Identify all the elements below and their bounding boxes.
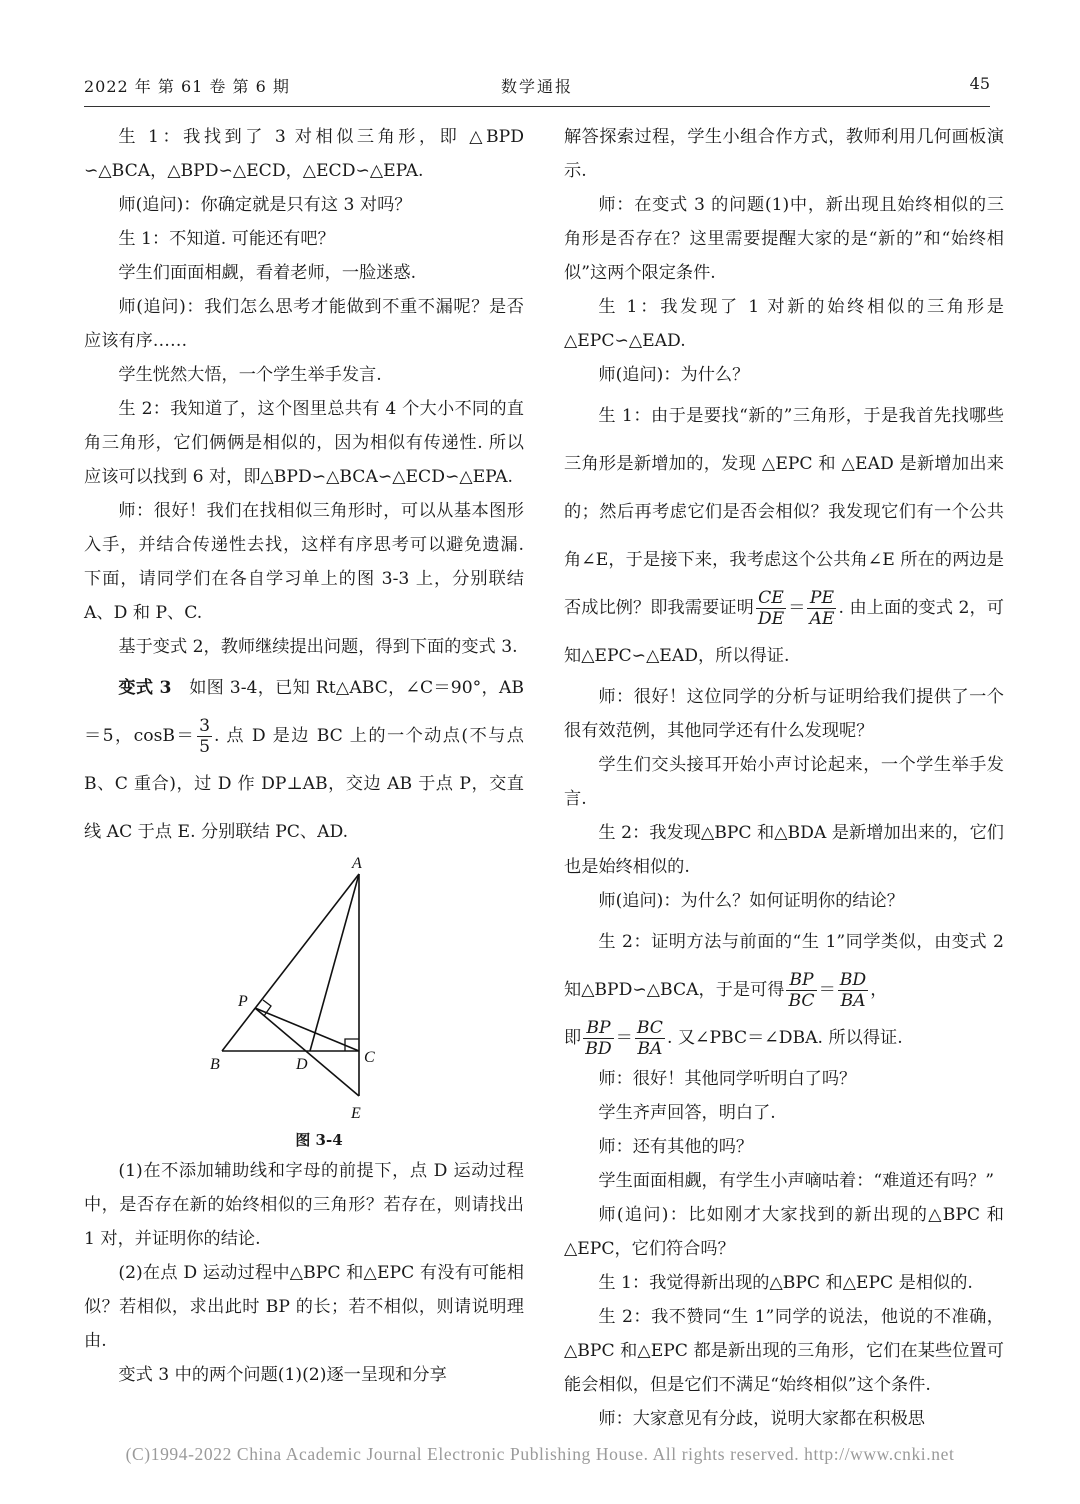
right-column [564, 120, 1004, 1436]
fraction-numerator: BP [786, 970, 816, 991]
journal-issue: 2022 年 第 61 卷 第 6 期 [84, 77, 290, 96]
paragraph: 生 2：我不赞同“生 1”同学的说法，他说的不准确，△BPC 和△EPC 都是新出现的三角形，它们在某些位置可能会相似，但是它们不满足“始终相似”这个条件. [564, 1307, 1004, 1395]
paragraph: 师(追问)：比如刚才大家找到的新出现的△BPC 和△EPC，它们符合吗？ [564, 1205, 1004, 1259]
paragraph: 基于变式 2，教师继续提出问题，得到下面的变式 3. [118, 637, 518, 657]
line-AB [222, 874, 359, 1051]
text: 即 [564, 1028, 582, 1048]
text: . 由上面的变式 2，可知△EPC∽△EAD，所以得证. [564, 598, 1004, 666]
paragraph: 师(追问)：我们怎么思考才能做到不重不漏呢？是否应该有序…… [84, 297, 524, 351]
fraction-PE-AE [807, 588, 836, 629]
label-P: P [238, 993, 248, 1010]
header-rule [84, 106, 990, 107]
paragraph [564, 1014, 1004, 1062]
paragraph: 师(追问)：为什么？ [598, 365, 750, 385]
fraction-numerator: BD [839, 970, 867, 990]
paragraph: 师：很好！这位同学的分析与证明给我们提供了一个很有效范例，其他同学还有什么发现呢？ [564, 687, 1004, 741]
fraction-numerator: 3 [199, 716, 211, 736]
label-B: B [210, 1056, 220, 1073]
text: 生 1：由于是要找“新的”三角形，于是我首先找哪些三角形是新增加的，发现 △EPC 和 △EAD 是新增加出来的；然后再考虑它们是否会相似？我发现它们有一个公共角∠E，于是接下来，我考虑这个公共角∠E 所在的两边是否成比例？即我需要证明 [564, 406, 1004, 618]
paragraph: 生 2：我发现△BPC 和△BDA 是新增加出来的，它们也是始终相似的. [564, 823, 1004, 877]
fraction-BC-BA [635, 1018, 665, 1059]
variant-label: 变式 3 [118, 678, 172, 698]
left-column [84, 120, 524, 1392]
paragraph: 师(追问)：你确定就是只有这 3 对吗？ [118, 195, 412, 215]
equals: ＝ [788, 598, 806, 618]
text: 生 2：证明方法与前面的“生 1”同学类似，由变式 2 知△BPD∽△BCA，于是可得 [564, 932, 1004, 1000]
copyright-footer: (C)1994-2022 China Academic Journal Electronic Publishing House. All rights reserved. http://www.cnki.net [125, 1444, 955, 1464]
fraction-BP-BD [583, 1018, 613, 1059]
paragraph: 学生们交头接耳开始小声讨论起来，一个学生举手发言. [564, 755, 1004, 809]
fraction-numerator: BP [583, 1018, 613, 1039]
paragraph: 生 1：我找到了 3 对相似三角形，即 △BPD ∽△BCA，△BPD∽△ECD，△ECD∽△EPA. [84, 127, 524, 181]
fraction-BD-BA [838, 970, 868, 1011]
text: . 又∠PBC＝∠DBA. 所以得证. [666, 1028, 903, 1048]
fraction-denominator: BA [840, 991, 866, 1011]
cos-fraction [197, 716, 212, 757]
paragraph: 学生齐声回答，明白了. [598, 1103, 776, 1123]
paragraph: 师：大家意见有分歧，说明大家都在积极思 [598, 1409, 925, 1429]
fraction-numerator: PE [807, 588, 836, 609]
paragraph: 学生面面相觑，有学生小声嘀咕着：“难道还有吗？” [598, 1171, 995, 1191]
right-angle-C [345, 1039, 359, 1051]
variant-3-statement [84, 664, 524, 856]
running-header [84, 74, 990, 102]
fraction-numerator: BC [636, 1018, 663, 1038]
paragraph: 学生恍然大悟，一个学生举手发言. [118, 365, 382, 385]
fraction-CE-DE [756, 588, 786, 629]
figure-3-4 [154, 856, 454, 1126]
paragraph: 学生们面面相觑，看着老师，一脸迷惑. [118, 263, 417, 283]
paragraph [564, 392, 1004, 680]
equals: ＝ [615, 1028, 633, 1048]
fraction-denominator: 5 [199, 737, 211, 757]
fraction-denominator: DE [757, 609, 785, 629]
variant-text-b: . 点 D 是边 BC 上的一个动点(不与点 B、C 重合)，过 D 作 DP⊥AB，交边 AB 于点 P，交直线 AC 于点 E. 分别联结 PC、AD. [84, 726, 524, 842]
question-2: (2)在点 D 运动过程中△BPC 和△EPC 有没有可能相似？若相似，求出此时 BP 的长；若不相似，则请说明理由. [84, 1263, 524, 1351]
line-PC [255, 1008, 359, 1051]
fraction-numerator: CE [756, 588, 786, 609]
question-1: (1)在不添加辅助线和字母的前提下，点 D 运动过程中，是否存在新的始终相似的三角形？若存在，则请找出 1 对，并证明你的结论. [84, 1161, 524, 1249]
fraction-denominator: BA [637, 1039, 663, 1059]
label-D: D [296, 1056, 308, 1073]
line-AD [310, 874, 359, 1051]
paragraph: 师：很好！其他同学听明白了吗？ [598, 1069, 857, 1089]
label-E: E [351, 1105, 361, 1122]
fraction-denominator: BD [585, 1039, 612, 1059]
paragraph: 生 2：我知道了，这个图里总共有 4 个大小不同的直角三角形，它们俩俩是相似的，因为相似有传递性. 所以应该可以找到 6 对，即△BPD∽△BCA∽△ECD∽△EPA. [84, 399, 524, 487]
paragraph: 生 1：我发现了 1 对新的始终相似的三角形是△EPC∽△EAD. [564, 297, 1004, 351]
journal-title: 数学通报 [500, 77, 573, 96]
paragraph [564, 918, 1004, 1014]
paragraph: 解答探索过程，学生小组合作方式，教师利用几何画板演示. [564, 127, 1004, 181]
fraction-denominator: BC [788, 991, 815, 1011]
fraction-denominator: AE [809, 609, 835, 629]
paragraph: 变式 3 中的两个问题(1)(2)逐一呈现和分享 [118, 1365, 447, 1385]
fraction-BP-BC [786, 970, 816, 1011]
paragraph: 生 1：我觉得新出现的△BPC 和△EPC 是相似的. [598, 1273, 973, 1293]
figure-caption: 图 3-4 [295, 1131, 343, 1149]
paragraph: 师：在变式 3 的问题(1)中，新出现且始终相似的三角形是否存在？这里需要提醒大家的是“新的”和“始终相似”这两个限定条件. [564, 195, 1004, 283]
equals: ＝ [818, 980, 836, 1000]
variant-text-a: 如图 3-4，已知 Rt△ABC，∠C＝90°，AB＝5，cosB＝ [84, 678, 524, 746]
text: ， [870, 980, 888, 1000]
label-C: C [364, 1049, 375, 1066]
paragraph: 生 1：不知道. 可能还有吧？ [118, 229, 335, 249]
paragraph: 师(追问)：为什么？如何证明你的结论？ [598, 891, 904, 911]
label-A: A [352, 856, 362, 872]
paragraph: 师：还有其他的吗？ [598, 1137, 754, 1157]
line-PE [255, 1008, 359, 1096]
paragraph: 师：很好！我们在找相似三角形时，可以从基本图形入手，并结合传递性去找，这样有序思考可以避免遗漏. 下面，请同学们在各自学习单上的图 3-3 上，分别联结 A、D 和 P、C. [84, 501, 524, 623]
page-number: 45 [969, 74, 990, 93]
